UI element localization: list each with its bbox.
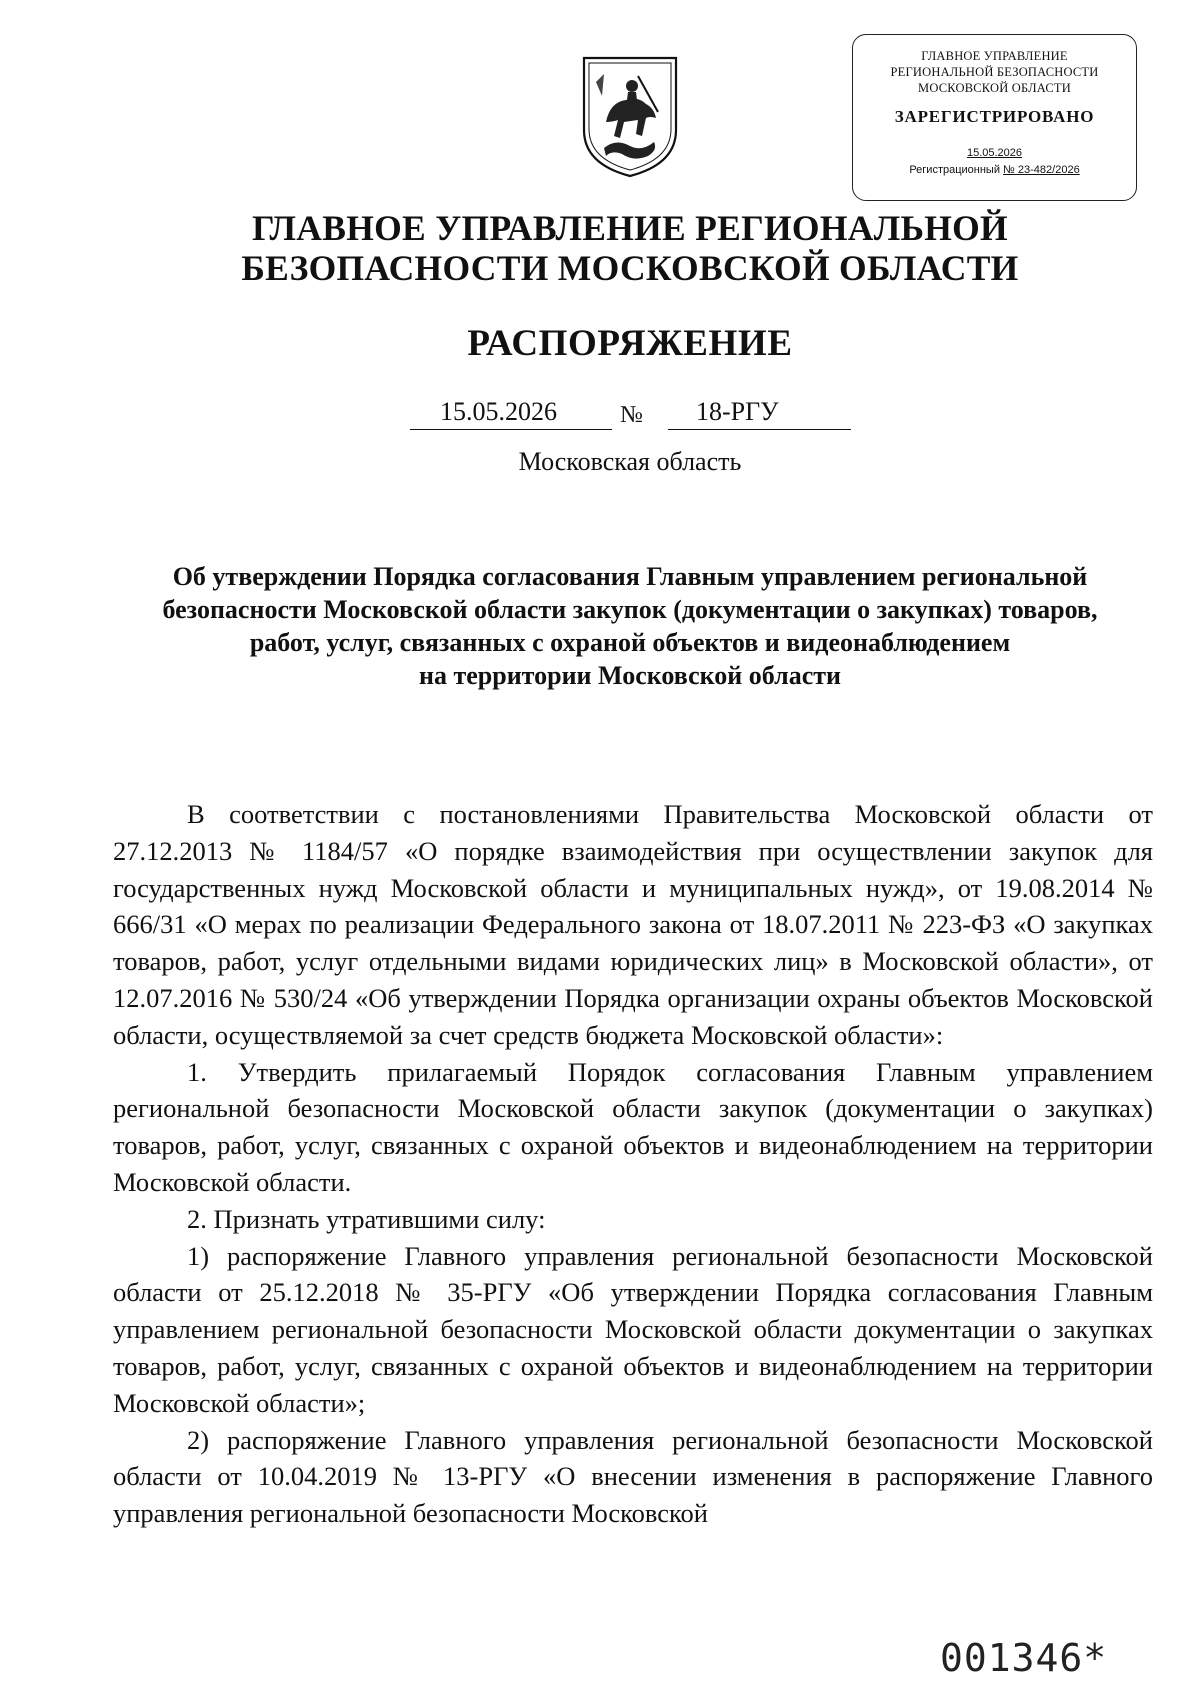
organization-title [0,208,1200,288]
item-2-2-paragraph: 2) распоряжение Главного управления региональной безопасности Московской области от 10.04.2019 № 13-РГУ «О внесении изменения в распоряжение Главного управления региональной безопасности Московской [113,1424,1153,1529]
number-sign: № [620,402,643,428]
item-2-1-paragraph: 1) распоряжение Главного управления региональной безопасности Московской области от 25.12.2018 № 35-РГУ «Об утверждении Порядка согласования Главным управлением региональной безопасности Московской области документации о закупках товаров, работ, услуг, связанных с охраной объектов и видеонаблюдением на территории Московской области»; [113,1240,1153,1418]
document-body [113,796,1153,1532]
coat-of-arms-emblem [576,52,684,180]
stamp-organization [853,48,1136,96]
organization-title-line: ГЛАВНОЕ УПРАВЛЕНИЕ РЕГИОНАЛЬНОЙ [252,208,1008,248]
preamble-paragraph: В соответствии с постановлениями Правительства Московской области от 27.12.2013 № 1184/57 «О порядке взаимодействия при осуществлении закупок для государственных нужд Московской области и муниципальных нужд», от 19.08.2014 № 666/31 «О мерах по реализации Федерального закона от 18.07.2011 № 223-ФЗ «О закупках товаров, работ, услуг отдельными видами юридических лиц» в Московской области», от 12.07.2016 № 530/24 «Об утверждении Порядка организации охраны объектов Московской области, осуществляемой за счет средств бюджета Московской области»: [113,799,1153,1050]
item-1-paragraph: 1. Утвердить прилагаемый Порядок согласования Главным управлением региональной безопасности Московской области закупок (документации о закупках) товаров, работ, услуг, связанных с охраной объектов и видеонаблюдением на территории Московской области. [113,1056,1153,1197]
document-date: 15.05.2026 [410,397,612,430]
stamp-org-line: РЕГИОНАЛЬНОЙ БЕЗОПАСНОСТИ [890,65,1099,79]
stamp-org-line: МОСКОВСКОЙ ОБЛАСТИ [918,81,1071,95]
stamp-date: 15.05.2026 [966,147,1023,159]
subject-line: на территории Московской области [418,661,842,690]
subject-line: работ, услуг, связанных с охраной объектов и видеонаблюдением [249,628,1011,657]
document-type: РАСПОРЯЖЕНИЕ [467,323,793,364]
organization-title-line: БЕЗОПАСНОСТИ МОСКОВСКОЙ ОБЛАСТИ [241,248,1019,288]
stamp-registered-label: ЗАРЕГИСТРИРОВАНО [894,107,1095,126]
document-subject [100,560,1160,692]
document-number: 18-РГУ [668,397,851,430]
registration-stamp [852,34,1137,201]
subject-line: безопасности Московской области закупок (документации о закупках) товаров, [162,595,1098,624]
page-serial-number: 001346* [940,1636,1108,1680]
subject-line: Об утверждении Порядка согласования Главным управлением региональной [172,562,1088,591]
item-2-paragraph: 2. Признать утратившими силу: [187,1203,546,1234]
stamp-org-line: ГЛАВНОЕ УПРАВЛЕНИЕ [921,49,1068,63]
stamp-reg-number: № 23-482/2026 [1003,164,1080,176]
stamp-registration-number [853,164,1136,176]
place-of-issue: Московская область [518,447,742,476]
stamp-reg-label: Регистрационный [909,164,1000,176]
